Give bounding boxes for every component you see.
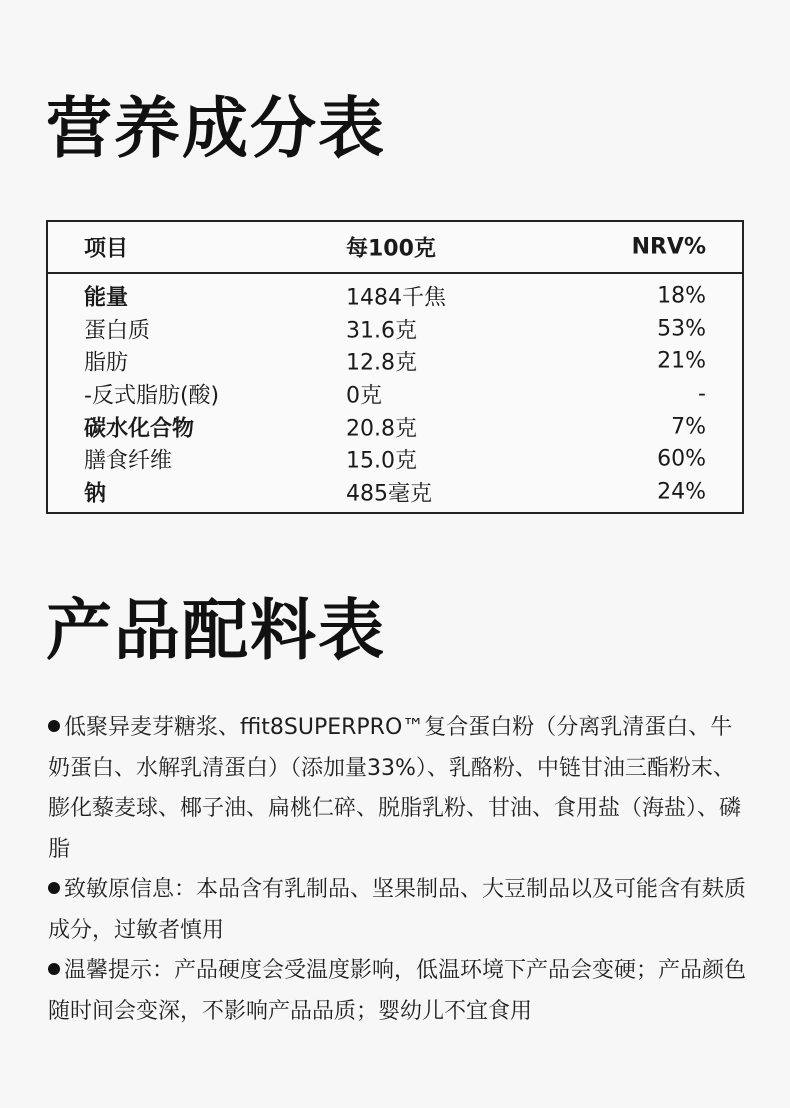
header-nrv: NRV% (631, 234, 706, 260)
table-row (48, 410, 742, 443)
ingredients-list: 低聚异麦芽糖浆、ffit8SUPERPRO™复合蛋白粉（分离乳清蛋白、牛奶蛋白、水解乳清蛋白）（添加量33%）、乳酪粉、中链甘油三酯粉末、膨化藜麦球、椰子油、扁桃仁碎、脱脂乳粉、甘油、食用盐（海盐）、磷脂 (48, 715, 742, 862)
row-nrv: 18% (657, 283, 706, 309)
row-item: 能量 (84, 285, 129, 311)
allergen-paragraph (48, 870, 748, 951)
row-nrv: 7% (671, 414, 706, 440)
row-nrv: - (698, 381, 706, 407)
table-row (48, 378, 742, 411)
row-amount: 12.8克 (346, 350, 417, 376)
table-header (48, 222, 742, 274)
row-item: -反式脂肪(酸) (84, 383, 220, 409)
allergen-info: 致敏原信息：本品含有乳制品、坚果制品、大豆制品以及可能含有麸质成分，过敏者慎用 (48, 877, 747, 943)
row-nrv: 53% (657, 316, 706, 342)
row-item: 膳食纤维 (84, 448, 173, 474)
bullet-icon (48, 963, 60, 975)
tips-paragraph (48, 951, 748, 1032)
ingredients-text (48, 708, 748, 1032)
bullet-icon (48, 882, 60, 894)
ingredients-title: 产品配料表 (46, 592, 386, 669)
row-amount: 15.0克 (346, 448, 417, 474)
nutrition-table (46, 220, 744, 514)
table-row (48, 280, 742, 313)
row-nrv: 60% (657, 446, 706, 472)
row-amount: 31.6克 (346, 318, 417, 344)
table-body (48, 274, 742, 508)
warm-tips: 温馨提示：产品硬度会受温度影响，低温环境下产品会变硬；产品颜色随时间会变深，不影响产品品质；婴幼儿不宜食用 (48, 958, 747, 1024)
row-amount: 20.8克 (346, 416, 417, 442)
table-row (48, 313, 742, 346)
header-item: 项目 (84, 236, 129, 262)
row-amount: 0克 (346, 383, 382, 409)
bullet-icon (48, 720, 60, 732)
table-row (48, 345, 742, 378)
table-row (48, 443, 742, 476)
nutrition-title: 营养成分表 (46, 90, 386, 167)
row-amount: 1484千焦 (346, 285, 446, 311)
row-item: 蛋白质 (84, 318, 151, 344)
row-item: 碳水化合物 (84, 416, 195, 442)
row-nrv: 24% (657, 479, 706, 505)
row-item: 脂肪 (84, 350, 129, 376)
header-amount: 每100克 (346, 236, 436, 262)
table-row (48, 476, 742, 509)
row-amount: 485毫克 (346, 481, 432, 507)
ingredients-paragraph (48, 708, 748, 870)
row-item: 钠 (84, 481, 107, 507)
row-nrv: 21% (657, 348, 706, 374)
